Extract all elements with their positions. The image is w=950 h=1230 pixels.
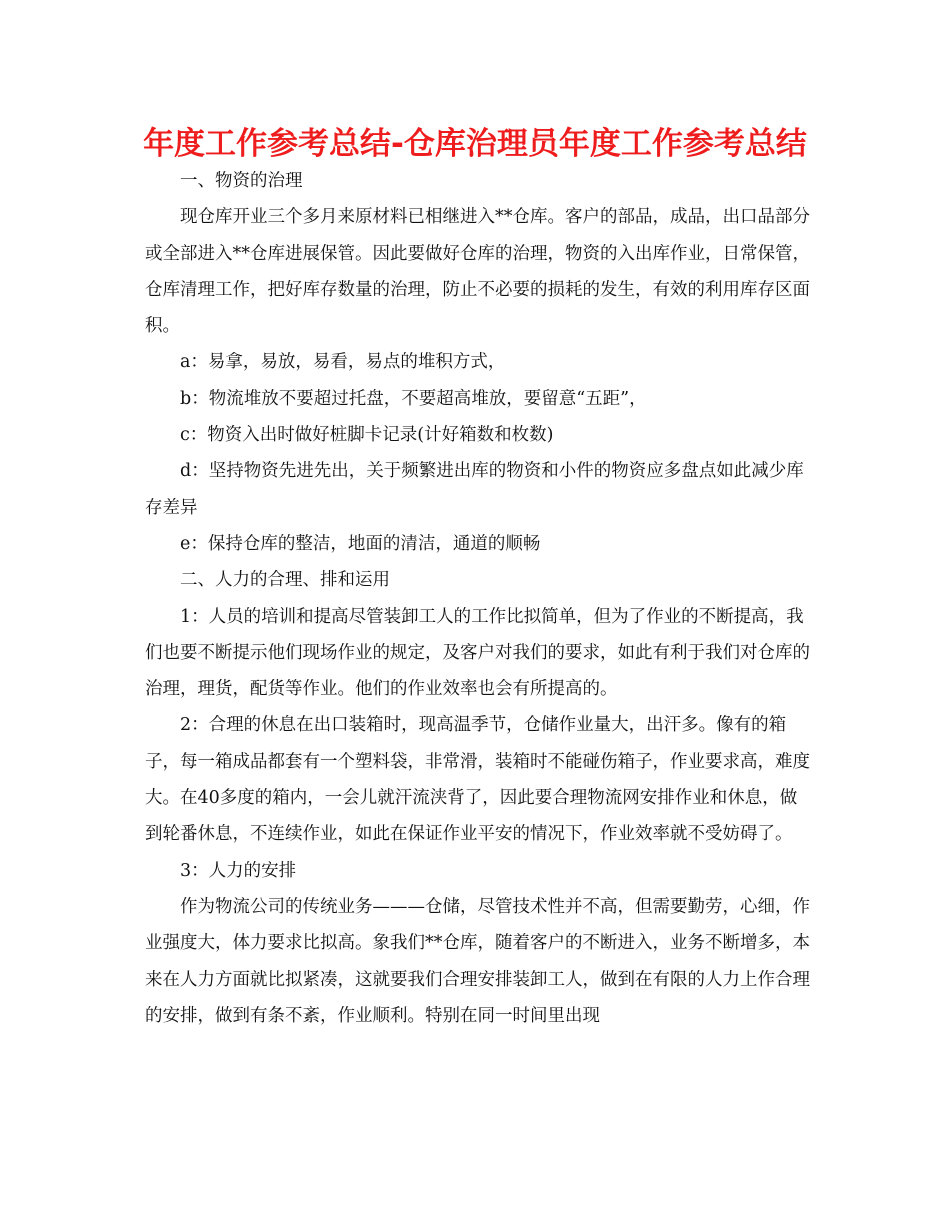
list-item: a：易拿，易放，易看，易点的堆积方式， [180, 352, 506, 373]
paragraph: 2：合理的休息在出口装箱时，现高温季节，仓储作业量大，出汗多。像有的箱子，每一箱成品都套有一个塑料袋，非常滑，装箱时不能碰伤箱子，作业要求高，难度大。在40多度的箱内，一会儿就汗流浃背了，因此要合理物流网安排作业和休息，做到轮番休息，不连续作业，如此在保证作业平安的情况下，作业效率就不受妨碍了。 [145, 715, 810, 845]
list-item: e：保持仓库的整洁，地面的清洁，通道的顺畅 [180, 533, 541, 554]
section-heading: 二、人力的合理、排和运用 [180, 570, 390, 591]
list-item: d：坚持物资先进先出，关于频繁进出库的物资和小件的物资应多盘点如此减少库存差异 [145, 461, 804, 518]
list-item: c：物资入出时做好桩脚卡记录(计好箱数和枚数) [180, 425, 554, 446]
paragraph: 作为物流公司的传统业务———仓储，尽管技术性并不高，但需要勤劳，心细，作业强度大，体力要求比拟高。象我们**仓库，随着客户的不断进入，业务不断增多，本来在人力方面就比拟紧凑，这就要我们合理安排装卸工人，做到在有限的人力上作合理的安排，做到有条不紊，作业顺利。特别在同一时间里出现 [145, 896, 810, 1026]
paragraph: 现仓库开业三个多月来原材料已相继进入**仓库。客户的部品，成品，出口品部分或全部进入**仓库进展保管。因此要做好仓库的治理，物资的入出库作业，日常保管，仓库清理工作，把好库存数量的治理，防止不必要的损耗的发生，有效的利用库存区面积。 [145, 207, 810, 337]
document-body [145, 163, 813, 1034]
section-heading: 一、物资的治理 [180, 171, 303, 191]
list-item: b：物流堆放不要超过托盘，不要超高堆放，要留意“五距”， [180, 388, 647, 409]
sub-heading: 3：人力的安排 [180, 860, 297, 881]
paragraph: 1：人员的培训和提高尽管装卸工人的工作比拟简单，但为了作业的不断提高，我们也要不断提示他们现场作业的规定，及客户对我们的要求，如此有利于我们对仓库的治理，理货，配货等作业。他们的作业效率也会有所提高的。 [145, 606, 810, 700]
document-title: 年度工作参考总结-仓库治理员年度工作参考总结 [143, 126, 807, 162]
